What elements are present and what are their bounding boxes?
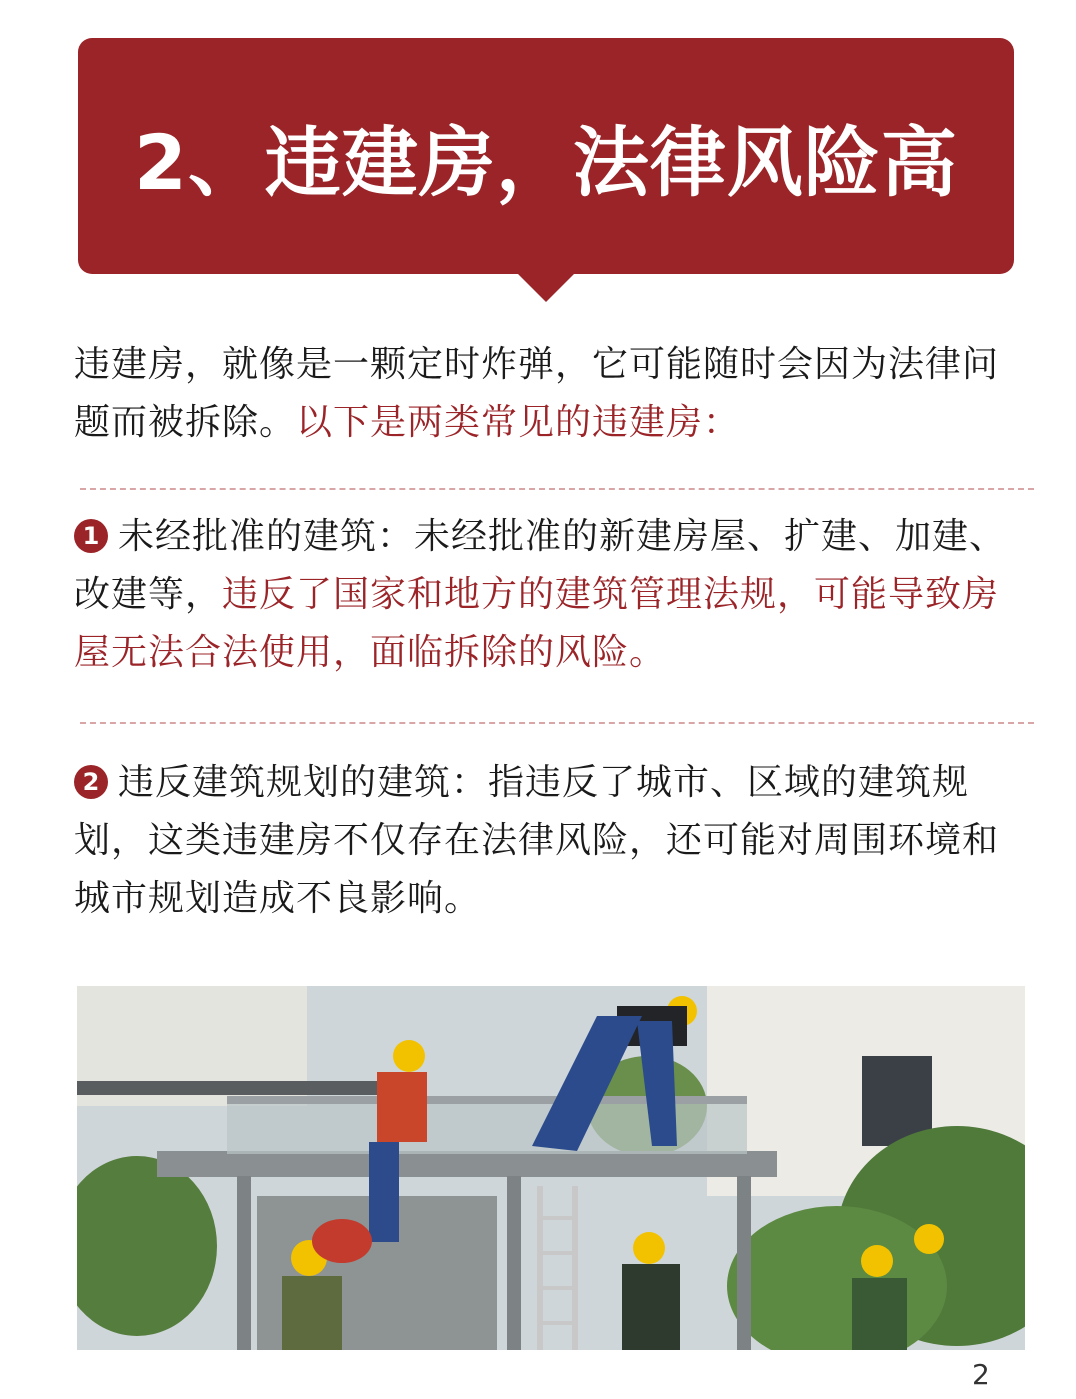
number-badge: 2 xyxy=(74,765,108,799)
title-banner xyxy=(78,38,1014,274)
demolition-photo xyxy=(77,986,1025,1350)
item-text: 违反建筑规划的建筑：指违反了城市、区域的建筑规划，这类违建房不仅存在法律风险，还可能对周围环境和城市规划造成不良影响。 xyxy=(74,762,1000,919)
divider xyxy=(80,488,1034,490)
divider xyxy=(80,722,1034,724)
page-title: 2、违建房，法律风险高 xyxy=(134,117,958,207)
photo-illustration xyxy=(77,986,1025,1350)
list-item xyxy=(74,508,1034,682)
intro-paragraph xyxy=(74,336,1034,452)
item-text: 未经批准的建筑：未经批准的新建房屋、扩建、加建、改建等， xyxy=(74,516,1007,615)
item-highlight: 违反了国家和地方的建筑管理法规，可能导致房屋无法合法使用，面临拆除的风险。 xyxy=(74,574,1000,673)
intro-text: 违建房，就像是一颗定时炸弹，它可能随时会因为法律问题而被拆除。 xyxy=(74,344,1000,443)
list-item xyxy=(74,754,1034,928)
page-mark: 2 xyxy=(972,1358,990,1391)
intro-highlight: 以下是两类常见的违建房： xyxy=(296,402,741,443)
number-badge: 1 xyxy=(74,519,108,553)
